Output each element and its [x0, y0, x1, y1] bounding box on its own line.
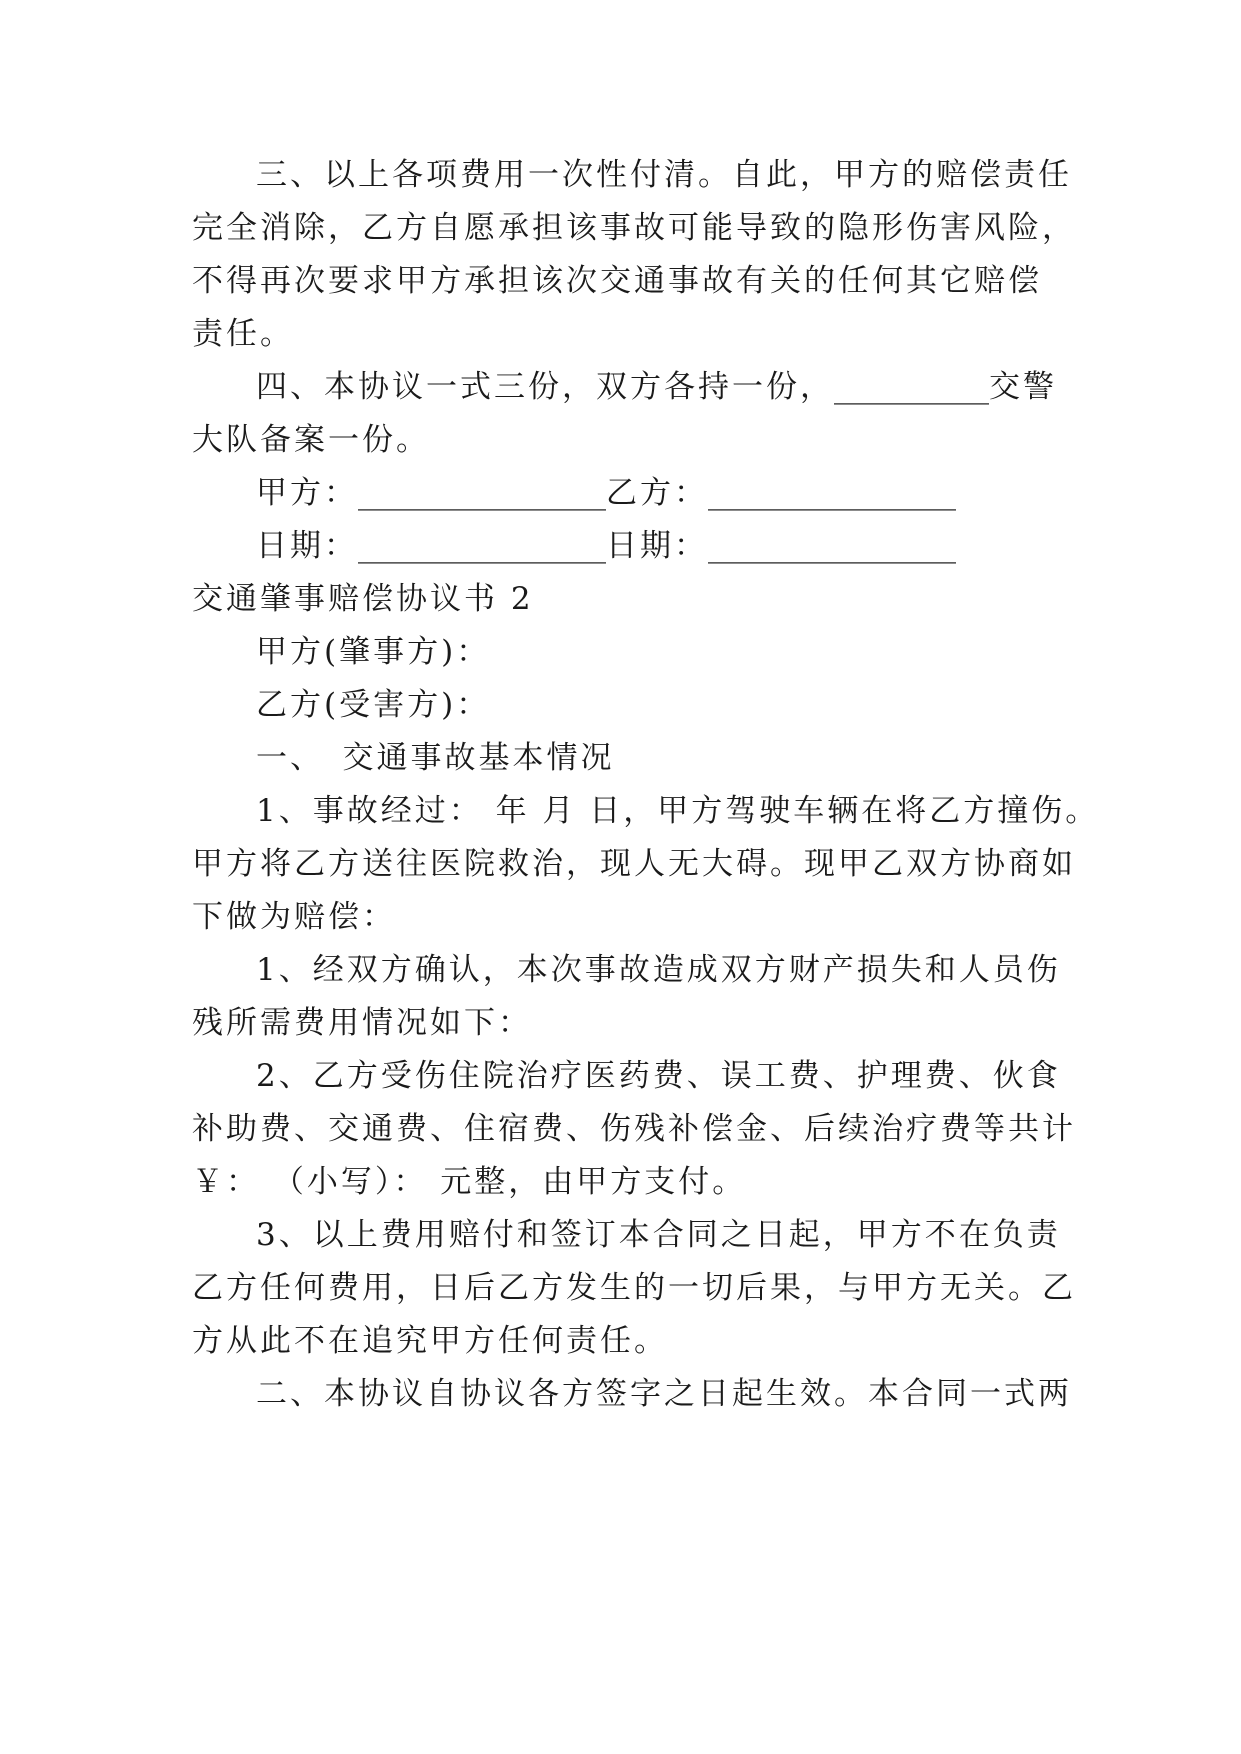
item1-line2: 甲方将乙方送往医院救治，现人无大碍。现甲乙双方协商如 — [192, 846, 1076, 882]
section-heading-2-line1: 二、本协议自协议各方签字之日起生效。本合同一式两 — [256, 1376, 1072, 1412]
date-b-label: 日期： — [606, 528, 708, 564]
item3-line3: 方从此不在追究甲方任何责任。 — [192, 1323, 668, 1359]
section3-line3: 不得再次要求甲方承担该次交通事故有关的任何其它赔偿 — [192, 263, 1042, 299]
date-b-blank: ________________ — [708, 528, 956, 564]
party-b-line: 乙方(受害方)： — [256, 687, 491, 723]
item2-line3: ￥： （小写）： 元整，由甲方支付。 — [192, 1164, 747, 1200]
section3-line2: 完全消除，乙方自愿承担该事故可能导致的隐形伤害风险， — [192, 210, 1076, 246]
date-a-label: 日期： — [256, 528, 358, 564]
section3-line4: 责任。 — [192, 316, 294, 352]
item1-line1: 1、事故经过： 年 月 日，甲方驾驶车辆在将乙方撞伤。 — [256, 793, 1100, 829]
section4-line1 — [256, 367, 1057, 407]
section4-line1-suffix: 交警 — [989, 369, 1057, 405]
item3-line2: 乙方任何费用，日后乙方发生的一切后果，与甲方无关。乙 — [192, 1270, 1076, 1306]
party-b-signature-label: 乙方： — [606, 475, 708, 511]
date-a-blank: ________________ — [358, 528, 606, 564]
signature-row-parties — [256, 473, 956, 513]
party-b-signature-blank: ________________ — [708, 475, 956, 511]
section-heading-1: 一、 交通事故基本情况 — [256, 740, 615, 776]
item2-line2: 补助费、交通费、住宿费、伤残补偿金、后续治疗费等共计 — [192, 1111, 1076, 1147]
section3-line1: 三、以上各项费用一次性付清。自此，甲方的赔偿责任 — [256, 157, 1072, 193]
section4-line1-prefix: 四、本协议一式三份，双方各持一份， — [256, 369, 834, 405]
item2-line1: 2、乙方受伤住院治疗医药费、误工费、护理费、伙食 — [256, 1058, 1061, 1094]
agreement-title-2: 交通肇事赔偿协议书 2 — [192, 581, 534, 617]
item1b-line2: 残所需费用情况如下： — [192, 1005, 532, 1041]
party-a-line: 甲方(肇事方)： — [256, 634, 491, 670]
signature-row-dates — [256, 526, 956, 566]
item1-line3: 下做为赔偿： — [192, 899, 396, 935]
item3-line1: 3、以上费用赔付和签订本合同之日起，甲方不在负责 — [256, 1217, 1061, 1253]
section4-fill-blank: __________ — [834, 369, 989, 405]
section4-line2: 大队备案一份。 — [192, 422, 430, 458]
party-a-signature-label: 甲方： — [256, 475, 358, 511]
party-a-signature-blank: ________________ — [358, 475, 606, 511]
item1b-line1: 1、经双方确认，本次事故造成双方财产损失和人员伤 — [256, 952, 1061, 988]
